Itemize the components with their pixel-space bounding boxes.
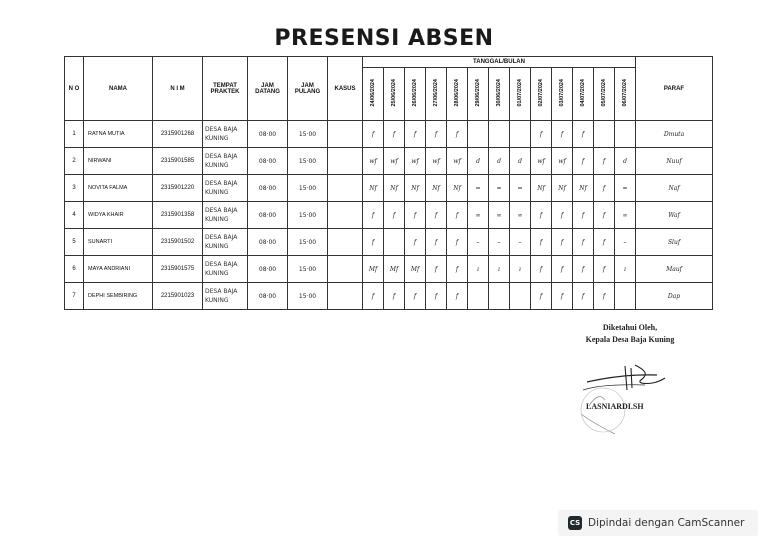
header-jam-pulang: JAM PULANG [288, 57, 328, 121]
student-nim: 2315901268 [153, 121, 203, 148]
student-name: SUNARTI [84, 229, 153, 256]
date-header-5 [447, 68, 468, 121]
table-row [65, 256, 713, 283]
attendance-mark: f [594, 148, 615, 175]
attendance-mark: f [531, 229, 552, 256]
attendance-mark: ∞ [468, 202, 489, 229]
attendance-mark: f [384, 283, 405, 310]
departure-time: 15·00 [288, 256, 328, 283]
departure-time: 15·00 [288, 202, 328, 229]
date-header-1 [363, 68, 384, 121]
attendance-mark: f [594, 256, 615, 283]
camscanner-watermark [558, 510, 758, 536]
date-header-13 [615, 68, 636, 121]
student-nim: 2315901358 [153, 202, 203, 229]
attendance-mark: f [594, 283, 615, 310]
attendance-mark: f [384, 121, 405, 148]
student-nim: 2315901502 [153, 229, 203, 256]
attendance-mark: f [573, 202, 594, 229]
attendance-mark: f [447, 283, 468, 310]
attendance-mark: f [552, 202, 573, 229]
attendance-mark: f [594, 175, 615, 202]
case-cell [328, 202, 363, 229]
departure-time: 15·00 [288, 229, 328, 256]
camscanner-logo-icon: CS [568, 516, 582, 530]
arrival-time: 08·00 [248, 175, 288, 202]
date-label: 28/06/2024 [454, 79, 460, 107]
attendance-table [64, 56, 713, 310]
table-body [65, 121, 713, 310]
attendance-mark: f [363, 229, 384, 256]
camscanner-text: Dipindai dengan CamScanner [588, 517, 745, 529]
page-title: PRESENSI ABSEN [274, 26, 494, 51]
header-paraf: PARAF [636, 57, 713, 121]
practice-place: DESA BAJA KUNING [203, 148, 248, 175]
attendance-mark: d [468, 148, 489, 175]
attendance-mark [384, 229, 405, 256]
attendance-mark: Nf [531, 175, 552, 202]
student-name: DEPHI SEMBIRING [84, 283, 153, 310]
attendance-mark: f [447, 256, 468, 283]
practice-place: DESA BAJA KUNING [203, 121, 248, 148]
table-row [65, 229, 713, 256]
attendance-mark: f [447, 229, 468, 256]
case-cell [328, 121, 363, 148]
attendance-mark [510, 283, 531, 310]
date-header-3 [405, 68, 426, 121]
attendance-mark: f [573, 283, 594, 310]
attendance-mark: f [405, 121, 426, 148]
attendance-mark: – [468, 229, 489, 256]
date-header-11 [573, 68, 594, 121]
attendance-mark: wf [384, 148, 405, 175]
date-label: 06/07/2024 [622, 79, 628, 107]
attendance-mark: ı [489, 256, 510, 283]
attendance-mark: Nf [447, 175, 468, 202]
attendance-mark: wf [447, 148, 468, 175]
departure-time: 15·00 [288, 175, 328, 202]
attendance-mark: f [405, 283, 426, 310]
date-header-6 [468, 68, 489, 121]
practice-place: DESA BAJA KUNING [203, 283, 248, 310]
header-nim: N I M [153, 57, 203, 121]
attendance-mark: f [552, 283, 573, 310]
attendance-mark: ∞ [615, 202, 636, 229]
attendance-mark: = [615, 175, 636, 202]
attendance-mark: f [363, 283, 384, 310]
attendance-mark: f [426, 202, 447, 229]
attendance-mark: f [426, 229, 447, 256]
attendance-mark: Nf [405, 175, 426, 202]
date-header-9 [531, 68, 552, 121]
departure-time: 15·00 [288, 283, 328, 310]
row-number: 5 [65, 229, 84, 256]
attendance-mark [468, 283, 489, 310]
attendance-mark: Nf [363, 175, 384, 202]
student-name: NIRWANI [84, 148, 153, 175]
signoff-block [570, 322, 690, 346]
attendance-mark: ∞ [510, 202, 531, 229]
arrival-time: 08·00 [248, 148, 288, 175]
date-header-7 [489, 68, 510, 121]
arrival-time: 08·00 [248, 202, 288, 229]
signoff-title: Kepala Desa Baja Kuning [585, 335, 675, 344]
date-label: 30/06/2024 [496, 79, 502, 107]
attendance-mark: ı [615, 256, 636, 283]
practice-place: DESA BAJA KUNING [203, 175, 248, 202]
row-number: 2 [65, 148, 84, 175]
attendance-mark: wf [363, 148, 384, 175]
attendance-mark [615, 121, 636, 148]
departure-time: 15·00 [288, 148, 328, 175]
row-number: 3 [65, 175, 84, 202]
signoff-name: LASNIARDI.SH [586, 402, 644, 411]
signature-cell: Dmuta [636, 121, 713, 148]
signature-cell: Waf [636, 202, 713, 229]
attendance-mark [468, 121, 489, 148]
attendance-mark [489, 121, 510, 148]
attendance-mark: wf [426, 148, 447, 175]
attendance-mark [594, 121, 615, 148]
arrival-time: 08·00 [248, 283, 288, 310]
handwritten-signature [575, 360, 685, 440]
student-nim: 2315901220 [153, 175, 203, 202]
date-header-8 [510, 68, 531, 121]
row-number: 4 [65, 202, 84, 229]
attendance-mark: wf [552, 148, 573, 175]
attendance-mark: f [573, 148, 594, 175]
attendance-mark: d [510, 148, 531, 175]
attendance-mark: – [489, 229, 510, 256]
header-jam-datang: JAM DATANG [248, 57, 288, 121]
case-cell [328, 175, 363, 202]
attendance-mark: f [573, 121, 594, 148]
case-cell [328, 229, 363, 256]
signature-cell: Mauf [636, 256, 713, 283]
attendance-mark: Nf [573, 175, 594, 202]
student-name: MAYA ANDRIANI [84, 256, 153, 283]
attendance-mark: f [552, 121, 573, 148]
attendance-mark: f [531, 256, 552, 283]
arrival-time: 08·00 [248, 229, 288, 256]
student-name: NOVITA FALMA [84, 175, 153, 202]
attendance-mark [510, 121, 531, 148]
attendance-mark: f [447, 121, 468, 148]
date-label: 05/07/2024 [601, 79, 607, 107]
date-label: 04/07/2024 [580, 79, 586, 107]
date-label: 26/06/2024 [412, 79, 418, 107]
attendance-mark: Mf [384, 256, 405, 283]
signature-cell: Nuuf [636, 148, 713, 175]
signoff-known-by: Diketahui Oleh, [602, 323, 658, 332]
attendance-mark: wf [405, 148, 426, 175]
attendance-mark: f [384, 202, 405, 229]
header-tanggal-bulan: TANGGAL/BULAN [363, 57, 636, 68]
attendance-mark: f [405, 202, 426, 229]
signature-cell: Dap [636, 283, 713, 310]
date-header-2 [384, 68, 405, 121]
attendance-mark: d [489, 148, 510, 175]
attendance-mark: Mf [363, 256, 384, 283]
header-no: N O [65, 57, 84, 121]
date-label: 02/07/2024 [538, 79, 544, 107]
table-row [65, 283, 713, 310]
table-row [65, 148, 713, 175]
attendance-mark: f [594, 202, 615, 229]
date-header-12 [594, 68, 615, 121]
row-number: 1 [65, 121, 84, 148]
date-label: 01/07/2024 [517, 79, 523, 107]
date-header-4 [426, 68, 447, 121]
attendance-mark: f [552, 229, 573, 256]
attendance-mark: f [531, 121, 552, 148]
header-tempat-praktek: TEMPAT PRAKTEK [203, 57, 248, 121]
case-cell [328, 148, 363, 175]
student-nim: 2315901585 [153, 148, 203, 175]
practice-place: DESA BAJA KUNING [203, 229, 248, 256]
row-number: 7 [65, 283, 84, 310]
case-cell [328, 256, 363, 283]
attendance-mark: ı [468, 256, 489, 283]
attendance-mark: ı [510, 256, 531, 283]
attendance-mark: = [468, 175, 489, 202]
attendance-mark: – [615, 229, 636, 256]
attendance-mark: f [573, 229, 594, 256]
arrival-time: 08·00 [248, 121, 288, 148]
date-header-10 [552, 68, 573, 121]
attendance-mark [615, 283, 636, 310]
table-row [65, 175, 713, 202]
attendance-mark: f [531, 283, 552, 310]
date-label: 29/06/2024 [475, 79, 481, 107]
departure-time: 15·00 [288, 121, 328, 148]
attendance-mark: Nf [426, 175, 447, 202]
signature-cell: Sluf [636, 229, 713, 256]
row-number: 6 [65, 256, 84, 283]
student-nim: 2215901023 [153, 283, 203, 310]
attendance-mark: f [447, 202, 468, 229]
arrival-time: 08·00 [248, 256, 288, 283]
student-name: RATNA MUTIA [84, 121, 153, 148]
attendance-mark: Nf [384, 175, 405, 202]
attendance-mark: f [531, 202, 552, 229]
attendance-mark: wf [531, 148, 552, 175]
attendance-mark: f [594, 229, 615, 256]
attendance-mark: – [510, 229, 531, 256]
attendance-mark: = [489, 175, 510, 202]
table-row [65, 202, 713, 229]
attendance-mark: = [510, 175, 531, 202]
case-cell [328, 283, 363, 310]
attendance-mark: Nf [552, 175, 573, 202]
attendance-mark: f [426, 256, 447, 283]
header-nama: NAMA [84, 57, 153, 121]
practice-place: DESA BAJA KUNING [203, 202, 248, 229]
date-label: 25/06/2024 [391, 79, 397, 107]
attendance-mark: ∞ [489, 202, 510, 229]
practice-place: DESA BAJA KUNING [203, 256, 248, 283]
student-nim: 2315901575 [153, 256, 203, 283]
attendance-mark: f [405, 229, 426, 256]
date-label: 03/07/2024 [559, 79, 565, 107]
attendance-mark: f [552, 256, 573, 283]
attendance-mark [489, 283, 510, 310]
attendance-mark: d [615, 148, 636, 175]
attendance-mark: f [573, 256, 594, 283]
attendance-mark: f [426, 283, 447, 310]
date-label: 24/06/2024 [370, 79, 376, 107]
attendance-mark: Mf [405, 256, 426, 283]
signature-cell: Naf [636, 175, 713, 202]
date-label: 27/06/2024 [433, 79, 439, 107]
table-row [65, 121, 713, 148]
header-kasus: KASUS [328, 57, 363, 121]
attendance-mark: f [426, 121, 447, 148]
student-name: WIDYA KHAIR [84, 202, 153, 229]
attendance-mark: f [363, 121, 384, 148]
attendance-mark: f [363, 202, 384, 229]
